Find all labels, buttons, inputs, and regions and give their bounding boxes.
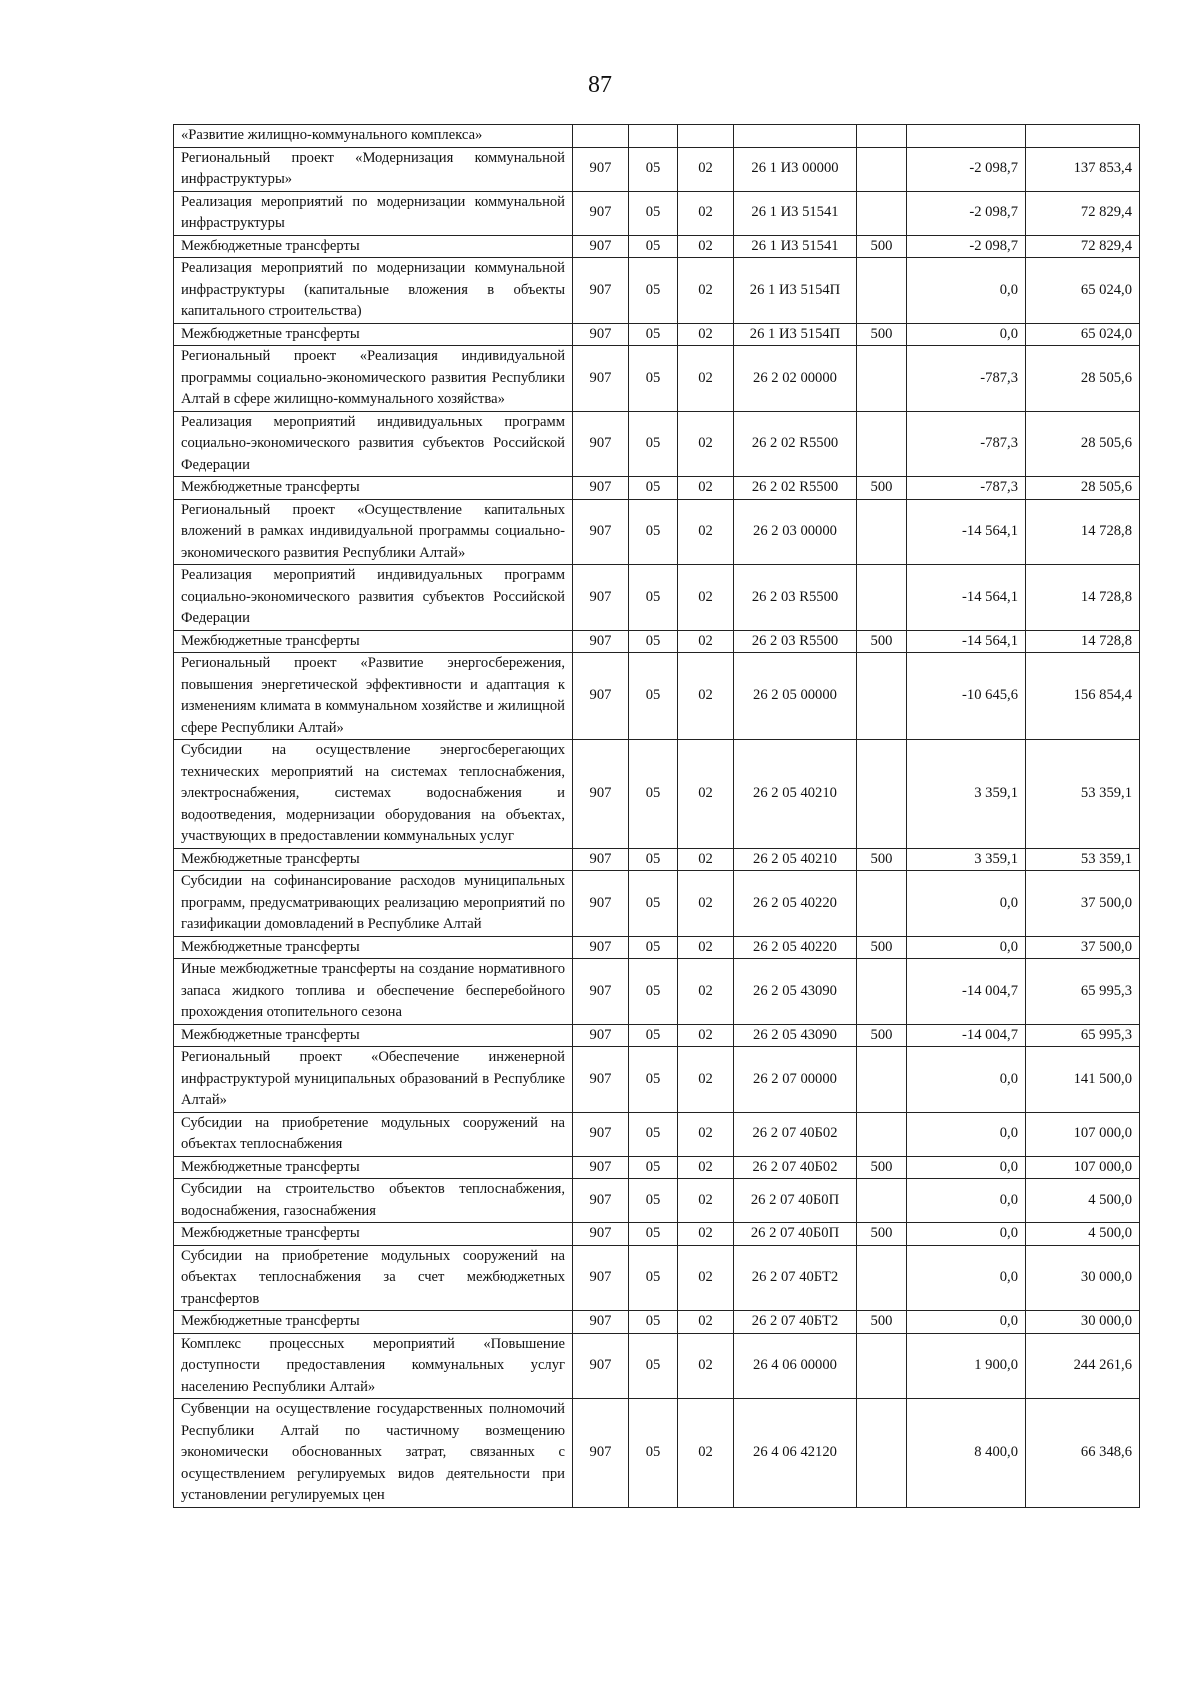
cell-total: 4 500,0 — [1026, 1223, 1140, 1246]
cell-grbs: 907 — [573, 1333, 629, 1399]
cell-total: 156 854,4 — [1026, 653, 1140, 740]
cell-name: «Развитие жилищно-коммунального комплекса» — [174, 125, 573, 148]
cell-change: 3 359,1 — [907, 848, 1026, 871]
cell-expense-type: 500 — [857, 1024, 907, 1047]
cell-subsection: 02 — [678, 1223, 734, 1246]
cell-name: Межбюджетные трансферты — [174, 936, 573, 959]
cell-target-code: 26 4 06 00000 — [734, 1333, 857, 1399]
cell-section: 05 — [629, 565, 678, 631]
cell-section: 05 — [629, 1399, 678, 1508]
cell-target-code: 26 2 05 40220 — [734, 936, 857, 959]
cell-total: 65 995,3 — [1026, 959, 1140, 1025]
table-row — [174, 936, 1140, 959]
cell-change — [907, 125, 1026, 148]
cell-grbs: 907 — [573, 191, 629, 235]
cell-target-code: 26 2 03 00000 — [734, 499, 857, 565]
cell-expense-type — [857, 147, 907, 191]
cell-section: 05 — [629, 630, 678, 653]
cell-total: 4 500,0 — [1026, 1179, 1140, 1223]
cell-grbs: 907 — [573, 630, 629, 653]
cell-total: 66 348,6 — [1026, 1399, 1140, 1508]
cell-grbs: 907 — [573, 346, 629, 412]
cell-grbs: 907 — [573, 235, 629, 258]
cell-grbs: 907 — [573, 1024, 629, 1047]
cell-section: 05 — [629, 1047, 678, 1113]
cell-total: 37 500,0 — [1026, 871, 1140, 937]
cell-grbs: 907 — [573, 1112, 629, 1156]
cell-section: 05 — [629, 740, 678, 849]
cell-subsection: 02 — [678, 959, 734, 1025]
cell-grbs: 907 — [573, 848, 629, 871]
cell-expense-type: 500 — [857, 1311, 907, 1334]
table-row — [174, 1223, 1140, 1246]
table-row — [174, 1179, 1140, 1223]
cell-expense-type — [857, 565, 907, 631]
cell-section: 05 — [629, 1179, 678, 1223]
cell-name: Субсидии на приобретение модульных сооружений на объектах теплоснабжения за счет межбюджетных трансфертов — [174, 1245, 573, 1311]
cell-change: 0,0 — [907, 1311, 1026, 1334]
cell-total: 37 500,0 — [1026, 936, 1140, 959]
table-row — [174, 1333, 1140, 1399]
cell-change: 0,0 — [907, 936, 1026, 959]
cell-expense-type — [857, 1047, 907, 1113]
cell-subsection: 02 — [678, 346, 734, 412]
cell-change: 0,0 — [907, 258, 1026, 324]
cell-subsection: 02 — [678, 477, 734, 500]
cell-name: Субсидии на софинансирование расходов муниципальных программ, предусматривающих реализацию мероприятий по газификации домовладений в Республике Алтай — [174, 871, 573, 937]
cell-total — [1026, 125, 1140, 148]
cell-total: 28 505,6 — [1026, 477, 1140, 500]
cell-expense-type — [857, 740, 907, 849]
cell-total: 72 829,4 — [1026, 191, 1140, 235]
table-row — [174, 125, 1140, 148]
cell-change: -14 564,1 — [907, 499, 1026, 565]
cell-section: 05 — [629, 653, 678, 740]
cell-expense-type: 500 — [857, 1223, 907, 1246]
cell-section: 05 — [629, 411, 678, 477]
table-row — [174, 871, 1140, 937]
cell-expense-type — [857, 258, 907, 324]
cell-change: -2 098,7 — [907, 191, 1026, 235]
cell-change: -2 098,7 — [907, 147, 1026, 191]
cell-total: 53 359,1 — [1026, 740, 1140, 849]
cell-target-code: 26 2 07 40Б0П — [734, 1179, 857, 1223]
cell-target-code: 26 2 07 40Б02 — [734, 1112, 857, 1156]
cell-name: Межбюджетные трансферты — [174, 848, 573, 871]
cell-expense-type — [857, 871, 907, 937]
cell-grbs: 907 — [573, 959, 629, 1025]
cell-change: -14 564,1 — [907, 630, 1026, 653]
cell-name: Комплекс процессных мероприятий «Повышение доступности предоставления коммунальных услуг населению Республики Алтай» — [174, 1333, 573, 1399]
cell-grbs: 907 — [573, 871, 629, 937]
cell-section: 05 — [629, 477, 678, 500]
cell-target-code: 26 1 И3 00000 — [734, 147, 857, 191]
cell-name: Реализация мероприятий по модернизации коммунальной инфраструктуры (капитальные вложения в объекты капитального строительства) — [174, 258, 573, 324]
cell-target-code: 26 4 06 42120 — [734, 1399, 857, 1508]
cell-section: 05 — [629, 1024, 678, 1047]
table-row — [174, 1112, 1140, 1156]
cell-target-code: 26 2 02 R5500 — [734, 411, 857, 477]
cell-target-code: 26 2 07 40БТ2 — [734, 1311, 857, 1334]
cell-total: 30 000,0 — [1026, 1311, 1140, 1334]
cell-grbs: 907 — [573, 1047, 629, 1113]
cell-change: -14 564,1 — [907, 565, 1026, 631]
cell-change: 0,0 — [907, 1179, 1026, 1223]
table-row — [174, 235, 1140, 258]
cell-target-code: 26 2 05 40210 — [734, 848, 857, 871]
cell-subsection: 02 — [678, 565, 734, 631]
cell-expense-type — [857, 1245, 907, 1311]
table-body — [174, 125, 1140, 1508]
cell-target-code: 26 2 05 40220 — [734, 871, 857, 937]
table-row — [174, 346, 1140, 412]
cell-total: 72 829,4 — [1026, 235, 1140, 258]
cell-expense-type — [857, 499, 907, 565]
cell-change: -787,3 — [907, 477, 1026, 500]
cell-expense-type: 500 — [857, 1156, 907, 1179]
cell-expense-type — [857, 125, 907, 148]
cell-total: 107 000,0 — [1026, 1156, 1140, 1179]
cell-change: 0,0 — [907, 1156, 1026, 1179]
cell-change: -787,3 — [907, 346, 1026, 412]
cell-name: Межбюджетные трансферты — [174, 1024, 573, 1047]
cell-total: 28 505,6 — [1026, 346, 1140, 412]
cell-expense-type — [857, 1179, 907, 1223]
cell-section: 05 — [629, 499, 678, 565]
cell-name: Межбюджетные трансферты — [174, 630, 573, 653]
cell-subsection: 02 — [678, 653, 734, 740]
cell-section: 05 — [629, 848, 678, 871]
cell-change: 3 359,1 — [907, 740, 1026, 849]
table-row — [174, 147, 1140, 191]
cell-change: -787,3 — [907, 411, 1026, 477]
cell-change: 0,0 — [907, 323, 1026, 346]
cell-change: 8 400,0 — [907, 1399, 1026, 1508]
cell-section: 05 — [629, 1311, 678, 1334]
cell-expense-type: 500 — [857, 235, 907, 258]
cell-total: 14 728,8 — [1026, 499, 1140, 565]
cell-name: Региональный проект «Реализация индивидуальной программы социально-экономического развития Республики Алтай в сфере жилищно-коммунального хозяйства» — [174, 346, 573, 412]
cell-section: 05 — [629, 147, 678, 191]
cell-target-code: 26 1 И3 51541 — [734, 191, 857, 235]
cell-section: 05 — [629, 235, 678, 258]
cell-target-code: 26 2 05 40210 — [734, 740, 857, 849]
budget-table — [173, 124, 1140, 1508]
table-row — [174, 959, 1140, 1025]
table-row — [174, 323, 1140, 346]
cell-change: -14 004,7 — [907, 1024, 1026, 1047]
cell-section: 05 — [629, 323, 678, 346]
cell-target-code: 26 2 07 00000 — [734, 1047, 857, 1113]
cell-grbs: 907 — [573, 477, 629, 500]
cell-target-code: 26 2 07 40Б02 — [734, 1156, 857, 1179]
cell-target-code — [734, 125, 857, 148]
cell-section: 05 — [629, 1245, 678, 1311]
table-row — [174, 1156, 1140, 1179]
cell-change: 1 900,0 — [907, 1333, 1026, 1399]
cell-change: 0,0 — [907, 1245, 1026, 1311]
cell-target-code: 26 2 02 R5500 — [734, 477, 857, 500]
cell-expense-type: 500 — [857, 936, 907, 959]
page-number: 87 — [588, 72, 612, 98]
table-row — [174, 653, 1140, 740]
table-row — [174, 1047, 1140, 1113]
cell-grbs: 907 — [573, 653, 629, 740]
cell-section: 05 — [629, 346, 678, 412]
cell-subsection: 02 — [678, 1024, 734, 1047]
cell-name: Реализация мероприятий индивидуальных программ социально-экономического развития субъектов Российской Федерации — [174, 411, 573, 477]
cell-subsection: 02 — [678, 1047, 734, 1113]
cell-target-code: 26 1 И3 51541 — [734, 235, 857, 258]
cell-name: Субвенции на осуществление государственных полномочий Республики Алтай по частичному возмещению экономически обоснованных затрат, связанных с осуществлением регулируемых видов деятельности при установлении регулируемых цен — [174, 1399, 573, 1508]
cell-target-code: 26 1 И3 5154П — [734, 323, 857, 346]
table-row — [174, 1245, 1140, 1311]
cell-section: 05 — [629, 936, 678, 959]
cell-subsection: 02 — [678, 630, 734, 653]
cell-total: 137 853,4 — [1026, 147, 1140, 191]
cell-subsection — [678, 125, 734, 148]
cell-total: 65 024,0 — [1026, 323, 1140, 346]
cell-name: Межбюджетные трансферты — [174, 323, 573, 346]
cell-target-code: 26 1 И3 5154П — [734, 258, 857, 324]
cell-name: Региональный проект «Модернизация коммунальной инфраструктуры» — [174, 147, 573, 191]
cell-change: -14 004,7 — [907, 959, 1026, 1025]
cell-total: 28 505,6 — [1026, 411, 1140, 477]
cell-name: Иные межбюджетные трансферты на создание нормативного запаса жидкого топлива и обеспечение бесперебойного прохождения отопительного сезона — [174, 959, 573, 1025]
cell-expense-type — [857, 1399, 907, 1508]
cell-total: 14 728,8 — [1026, 565, 1140, 631]
cell-section: 05 — [629, 258, 678, 324]
table-row — [174, 258, 1140, 324]
cell-name: Межбюджетные трансферты — [174, 235, 573, 258]
cell-grbs: 907 — [573, 936, 629, 959]
cell-grbs: 907 — [573, 411, 629, 477]
cell-expense-type: 500 — [857, 630, 907, 653]
table-row — [174, 477, 1140, 500]
cell-subsection: 02 — [678, 147, 734, 191]
cell-subsection: 02 — [678, 1245, 734, 1311]
table-row — [174, 630, 1140, 653]
table-row — [174, 1024, 1140, 1047]
cell-total: 244 261,6 — [1026, 1333, 1140, 1399]
cell-subsection: 02 — [678, 235, 734, 258]
cell-name: Субсидии на осуществление энергосберегающих технических мероприятий на системах теплоснабжения, электроснабжения, системах водоснабжения и водоотведения, модернизации оборудования на объектах, участвующих в предоставлении коммунальных услуг — [174, 740, 573, 849]
cell-section: 05 — [629, 1112, 678, 1156]
cell-grbs: 907 — [573, 323, 629, 346]
cell-name: Субсидии на приобретение модульных сооружений на объектах теплоснабжения — [174, 1112, 573, 1156]
cell-section: 05 — [629, 191, 678, 235]
cell-subsection: 02 — [678, 323, 734, 346]
cell-total: 107 000,0 — [1026, 1112, 1140, 1156]
cell-change: 0,0 — [907, 1112, 1026, 1156]
cell-change: -2 098,7 — [907, 235, 1026, 258]
cell-subsection: 02 — [678, 1112, 734, 1156]
cell-change: 0,0 — [907, 1223, 1026, 1246]
cell-subsection: 02 — [678, 1399, 734, 1508]
cell-subsection: 02 — [678, 411, 734, 477]
cell-subsection: 02 — [678, 1156, 734, 1179]
cell-change: -10 645,6 — [907, 653, 1026, 740]
cell-subsection: 02 — [678, 1311, 734, 1334]
cell-name: Межбюджетные трансферты — [174, 477, 573, 500]
cell-name: Региональный проект «Обеспечение инженерной инфраструктурой муниципальных образований в Республике Алтай» — [174, 1047, 573, 1113]
cell-grbs — [573, 125, 629, 148]
table-row — [174, 499, 1140, 565]
cell-total: 53 359,1 — [1026, 848, 1140, 871]
table-row — [174, 848, 1140, 871]
cell-subsection: 02 — [678, 871, 734, 937]
cell-target-code: 26 2 05 43090 — [734, 1024, 857, 1047]
cell-expense-type: 500 — [857, 323, 907, 346]
cell-name: Межбюджетные трансферты — [174, 1223, 573, 1246]
cell-section: 05 — [629, 1156, 678, 1179]
cell-name: Региональный проект «Осуществление капитальных вложений в рамках индивидуальной программы социально-экономического развития Республики Алтай» — [174, 499, 573, 565]
cell-grbs: 907 — [573, 258, 629, 324]
cell-target-code: 26 2 05 43090 — [734, 959, 857, 1025]
table-row — [174, 1311, 1140, 1334]
cell-grbs: 907 — [573, 1156, 629, 1179]
cell-grbs: 907 — [573, 740, 629, 849]
cell-grbs: 907 — [573, 1311, 629, 1334]
cell-section: 05 — [629, 959, 678, 1025]
cell-expense-type — [857, 1333, 907, 1399]
cell-section: 05 — [629, 1333, 678, 1399]
cell-total: 14 728,8 — [1026, 630, 1140, 653]
cell-expense-type — [857, 191, 907, 235]
cell-expense-type: 500 — [857, 848, 907, 871]
cell-name: Реализация мероприятий по модернизации коммунальной инфраструктуры — [174, 191, 573, 235]
cell-total: 30 000,0 — [1026, 1245, 1140, 1311]
table-row — [174, 1399, 1140, 1508]
table-row — [174, 411, 1140, 477]
cell-target-code: 26 2 03 R5500 — [734, 565, 857, 631]
table-row — [174, 191, 1140, 235]
cell-expense-type: 500 — [857, 477, 907, 500]
cell-total: 141 500,0 — [1026, 1047, 1140, 1113]
cell-grbs: 907 — [573, 1399, 629, 1508]
cell-expense-type — [857, 959, 907, 1025]
cell-name: Межбюджетные трансферты — [174, 1311, 573, 1334]
cell-grbs: 907 — [573, 565, 629, 631]
cell-section: 05 — [629, 871, 678, 937]
table-row — [174, 740, 1140, 849]
cell-grbs: 907 — [573, 1223, 629, 1246]
cell-expense-type — [857, 653, 907, 740]
cell-expense-type — [857, 346, 907, 412]
cell-section — [629, 125, 678, 148]
cell-total: 65 024,0 — [1026, 258, 1140, 324]
cell-subsection: 02 — [678, 499, 734, 565]
cell-expense-type — [857, 1112, 907, 1156]
cell-section: 05 — [629, 1223, 678, 1246]
cell-change: 0,0 — [907, 1047, 1026, 1113]
cell-name: Реализация мероприятий индивидуальных программ социально-экономического развития субъектов Российской Федерации — [174, 565, 573, 631]
cell-target-code: 26 2 07 40БТ2 — [734, 1245, 857, 1311]
cell-subsection: 02 — [678, 936, 734, 959]
cell-change: 0,0 — [907, 871, 1026, 937]
cell-subsection: 02 — [678, 191, 734, 235]
cell-name: Региональный проект «Развитие энергосбережения, повышения энергетической эффективности и адаптация к изменениям климата в коммунальном хозяйстве и жилищной сфере Республики Алтай» — [174, 653, 573, 740]
cell-subsection: 02 — [678, 740, 734, 849]
cell-target-code: 26 2 05 00000 — [734, 653, 857, 740]
cell-subsection: 02 — [678, 1333, 734, 1399]
cell-subsection: 02 — [678, 1179, 734, 1223]
cell-total: 65 995,3 — [1026, 1024, 1140, 1047]
cell-grbs: 907 — [573, 1179, 629, 1223]
cell-name: Межбюджетные трансферты — [174, 1156, 573, 1179]
cell-target-code: 26 2 07 40Б0П — [734, 1223, 857, 1246]
cell-name: Субсидии на строительство объектов теплоснабжения, водоснабжения, газоснабжения — [174, 1179, 573, 1223]
cell-subsection: 02 — [678, 848, 734, 871]
cell-subsection: 02 — [678, 258, 734, 324]
cell-target-code: 26 2 02 00000 — [734, 346, 857, 412]
cell-grbs: 907 — [573, 499, 629, 565]
cell-grbs: 907 — [573, 147, 629, 191]
table-row — [174, 565, 1140, 631]
cell-grbs: 907 — [573, 1245, 629, 1311]
cell-target-code: 26 2 03 R5500 — [734, 630, 857, 653]
cell-expense-type — [857, 411, 907, 477]
